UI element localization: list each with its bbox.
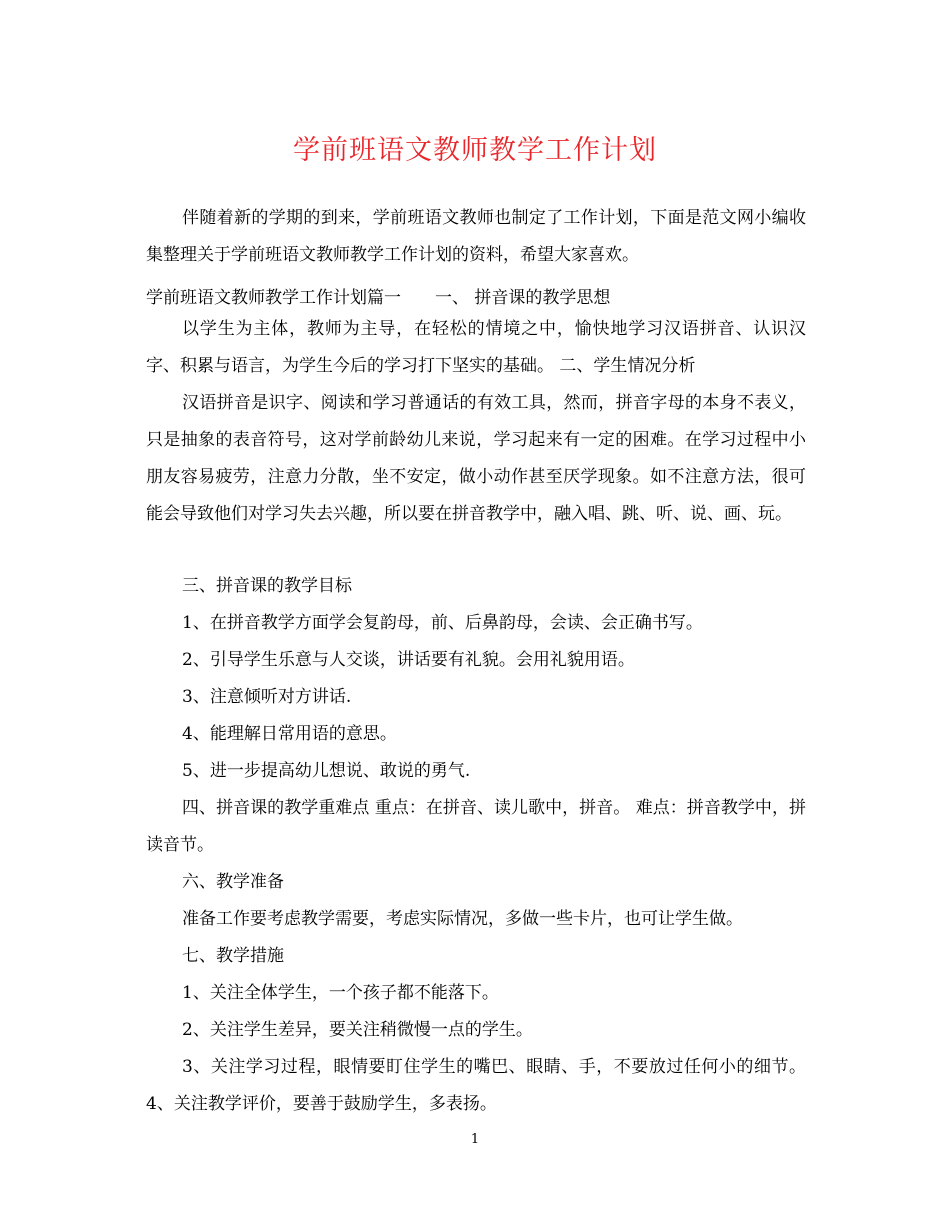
paragraph-teaching-philosophy: 以学生为主体，教师为主导，在轻松的情境之中，愉快地学习汉语拼音、认识汉字、积累与语言，为学生今后的学习打下坚实的基础。 二、学生情况分析 [146, 319, 806, 376]
paragraph-goal-2: 2、引导学生乐意与人交谈，讲话要有礼貌。会用礼貌用语。 [182, 650, 635, 670]
paragraph-goals-heading: 三、拼音课的教学目标 [182, 576, 352, 596]
paragraph-measures-heading: 七、教学措施 [182, 946, 284, 966]
paragraph-student-analysis: 汉语拼音是识字、阅读和学习普通话的有效工具，然而，拼音字母的本身不表义，只是抽象的表音符号，这对学前龄幼儿来说，学习起来有一定的困难。在学习过程中小朋友容易疲劳，注意力分散，坐不安定，做小动作甚至厌学现象。如不注意方法，很可能会导致他们对学习失去兴趣，所以要在拼音教学中，融入唱、跳、听、说、画、玩。 [146, 393, 806, 524]
paragraph-goal-4: 4、能理解日常用语的意思。 [182, 724, 397, 744]
paragraph-prep-heading: 六、教学准备 [182, 872, 284, 892]
paragraph-measure-3-4: 3、关注学习过程，眼情要盯住学生的嘴巴、眼睛、手，不要放过任何小的细节。 4、关注教学评价，要善于鼓励学生，多表扬。 [146, 1057, 806, 1114]
page-number: 1 [470, 1132, 480, 1147]
paragraph-measure-1: 1、关注全体学生，一个孩子都不能落下。 [182, 983, 499, 1003]
document-title: 学前班语文教师教学工作计划 [293, 135, 657, 166]
paragraph-key-points: 四、拼音课的教学重难点 重点：在拼音、读儿歌中，拼音。 难点：拼音教学中，拼读音节。 [146, 798, 806, 855]
paragraph-measure-2: 2、关注学生差异，要关注稍微慢一点的学生。 [182, 1020, 533, 1040]
paragraph-section-heading: 学前班语文教师教学工作计划篇一 一、 拼音课的教学思想 [146, 288, 611, 308]
paragraph-goal-5: 5、进一步提高幼儿想说、敢说的勇气. [182, 761, 471, 781]
paragraph-goal-3: 3、注意倾听对方讲话. [182, 687, 352, 707]
paragraph-intro: 伴随着新的学期的到来，学前班语文教师也制定了工作计划，下面是范文网小编收集整理关于学前班语文教师教学工作计划的资料，希望大家喜欢。 [146, 208, 806, 265]
paragraph-prep: 准备工作要考虑教学需要，考虑实际情况，多做一些卡片，也可让学生做。 [182, 909, 743, 929]
paragraph-goal-1: 1、在拼音教学方面学会复韵母，前、后鼻韵母，会读、会正确书写。 [182, 613, 703, 633]
